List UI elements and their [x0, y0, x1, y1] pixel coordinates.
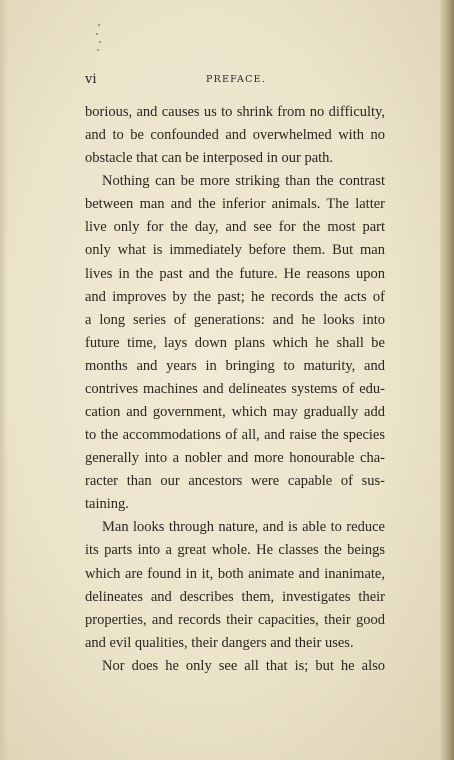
text-line: live only for the day, and see for the most part [85, 219, 385, 236]
running-head: PREFACE. [206, 74, 266, 85]
text-line: future time, lays down plans which he shall be [85, 334, 385, 351]
text-line: delineates and describes them, investigates their [85, 588, 385, 605]
text-line: cation and government, which may gradually add [85, 404, 385, 421]
text-line: properties, and records their capacities, their good [85, 611, 385, 628]
text-line: Nothing can be more striking than the contrast [102, 173, 385, 190]
text-line: borious, and causes us to shrink from no difficulty, [85, 104, 385, 120]
text-line: only what is immediately before them. But man [85, 242, 385, 259]
body-text [85, 101, 385, 678]
text-line: racter than our ancestors were capable of sus- [85, 473, 385, 490]
text-line: and improves by the past; he records the acts of [85, 288, 385, 305]
text-line: and to be confounded and overwhelmed with no [85, 127, 385, 144]
page-edge-shadow [440, 0, 454, 760]
text-line: and evil qualities, their dangers and their uses. [85, 634, 354, 651]
page-gutter-shadow [0, 0, 8, 760]
text-line: between man and the inferior animals. The latter [85, 196, 385, 213]
text-line: contrives machines and delineates systems of edu- [85, 380, 385, 397]
text-line: to the accommodations of all, and raise the species [85, 427, 385, 444]
text-line: Man looks through nature, and is able to reduce [102, 519, 385, 536]
paper-specks [96, 24, 102, 52]
text-line: which are found in it, both animate and inanimate, [85, 565, 385, 582]
text-line: generally into a nobler and more honourable cha- [85, 450, 385, 467]
text-line: months and years in bringing to maturity, and [85, 357, 385, 374]
page-header [85, 72, 385, 92]
text-line: taining. [85, 496, 129, 513]
text-line: its parts into a great whole. He classes the beings [85, 542, 385, 559]
page-number: vi [85, 72, 97, 87]
text-line: Nor does he only see all that is; but he also [102, 657, 385, 674]
text-line: obstacle that can be interposed in our path. [85, 150, 334, 167]
text-line: a long series of generations: and he looks into [85, 311, 385, 328]
text-line: lives in the past and the future. He reasons upon [85, 265, 385, 282]
